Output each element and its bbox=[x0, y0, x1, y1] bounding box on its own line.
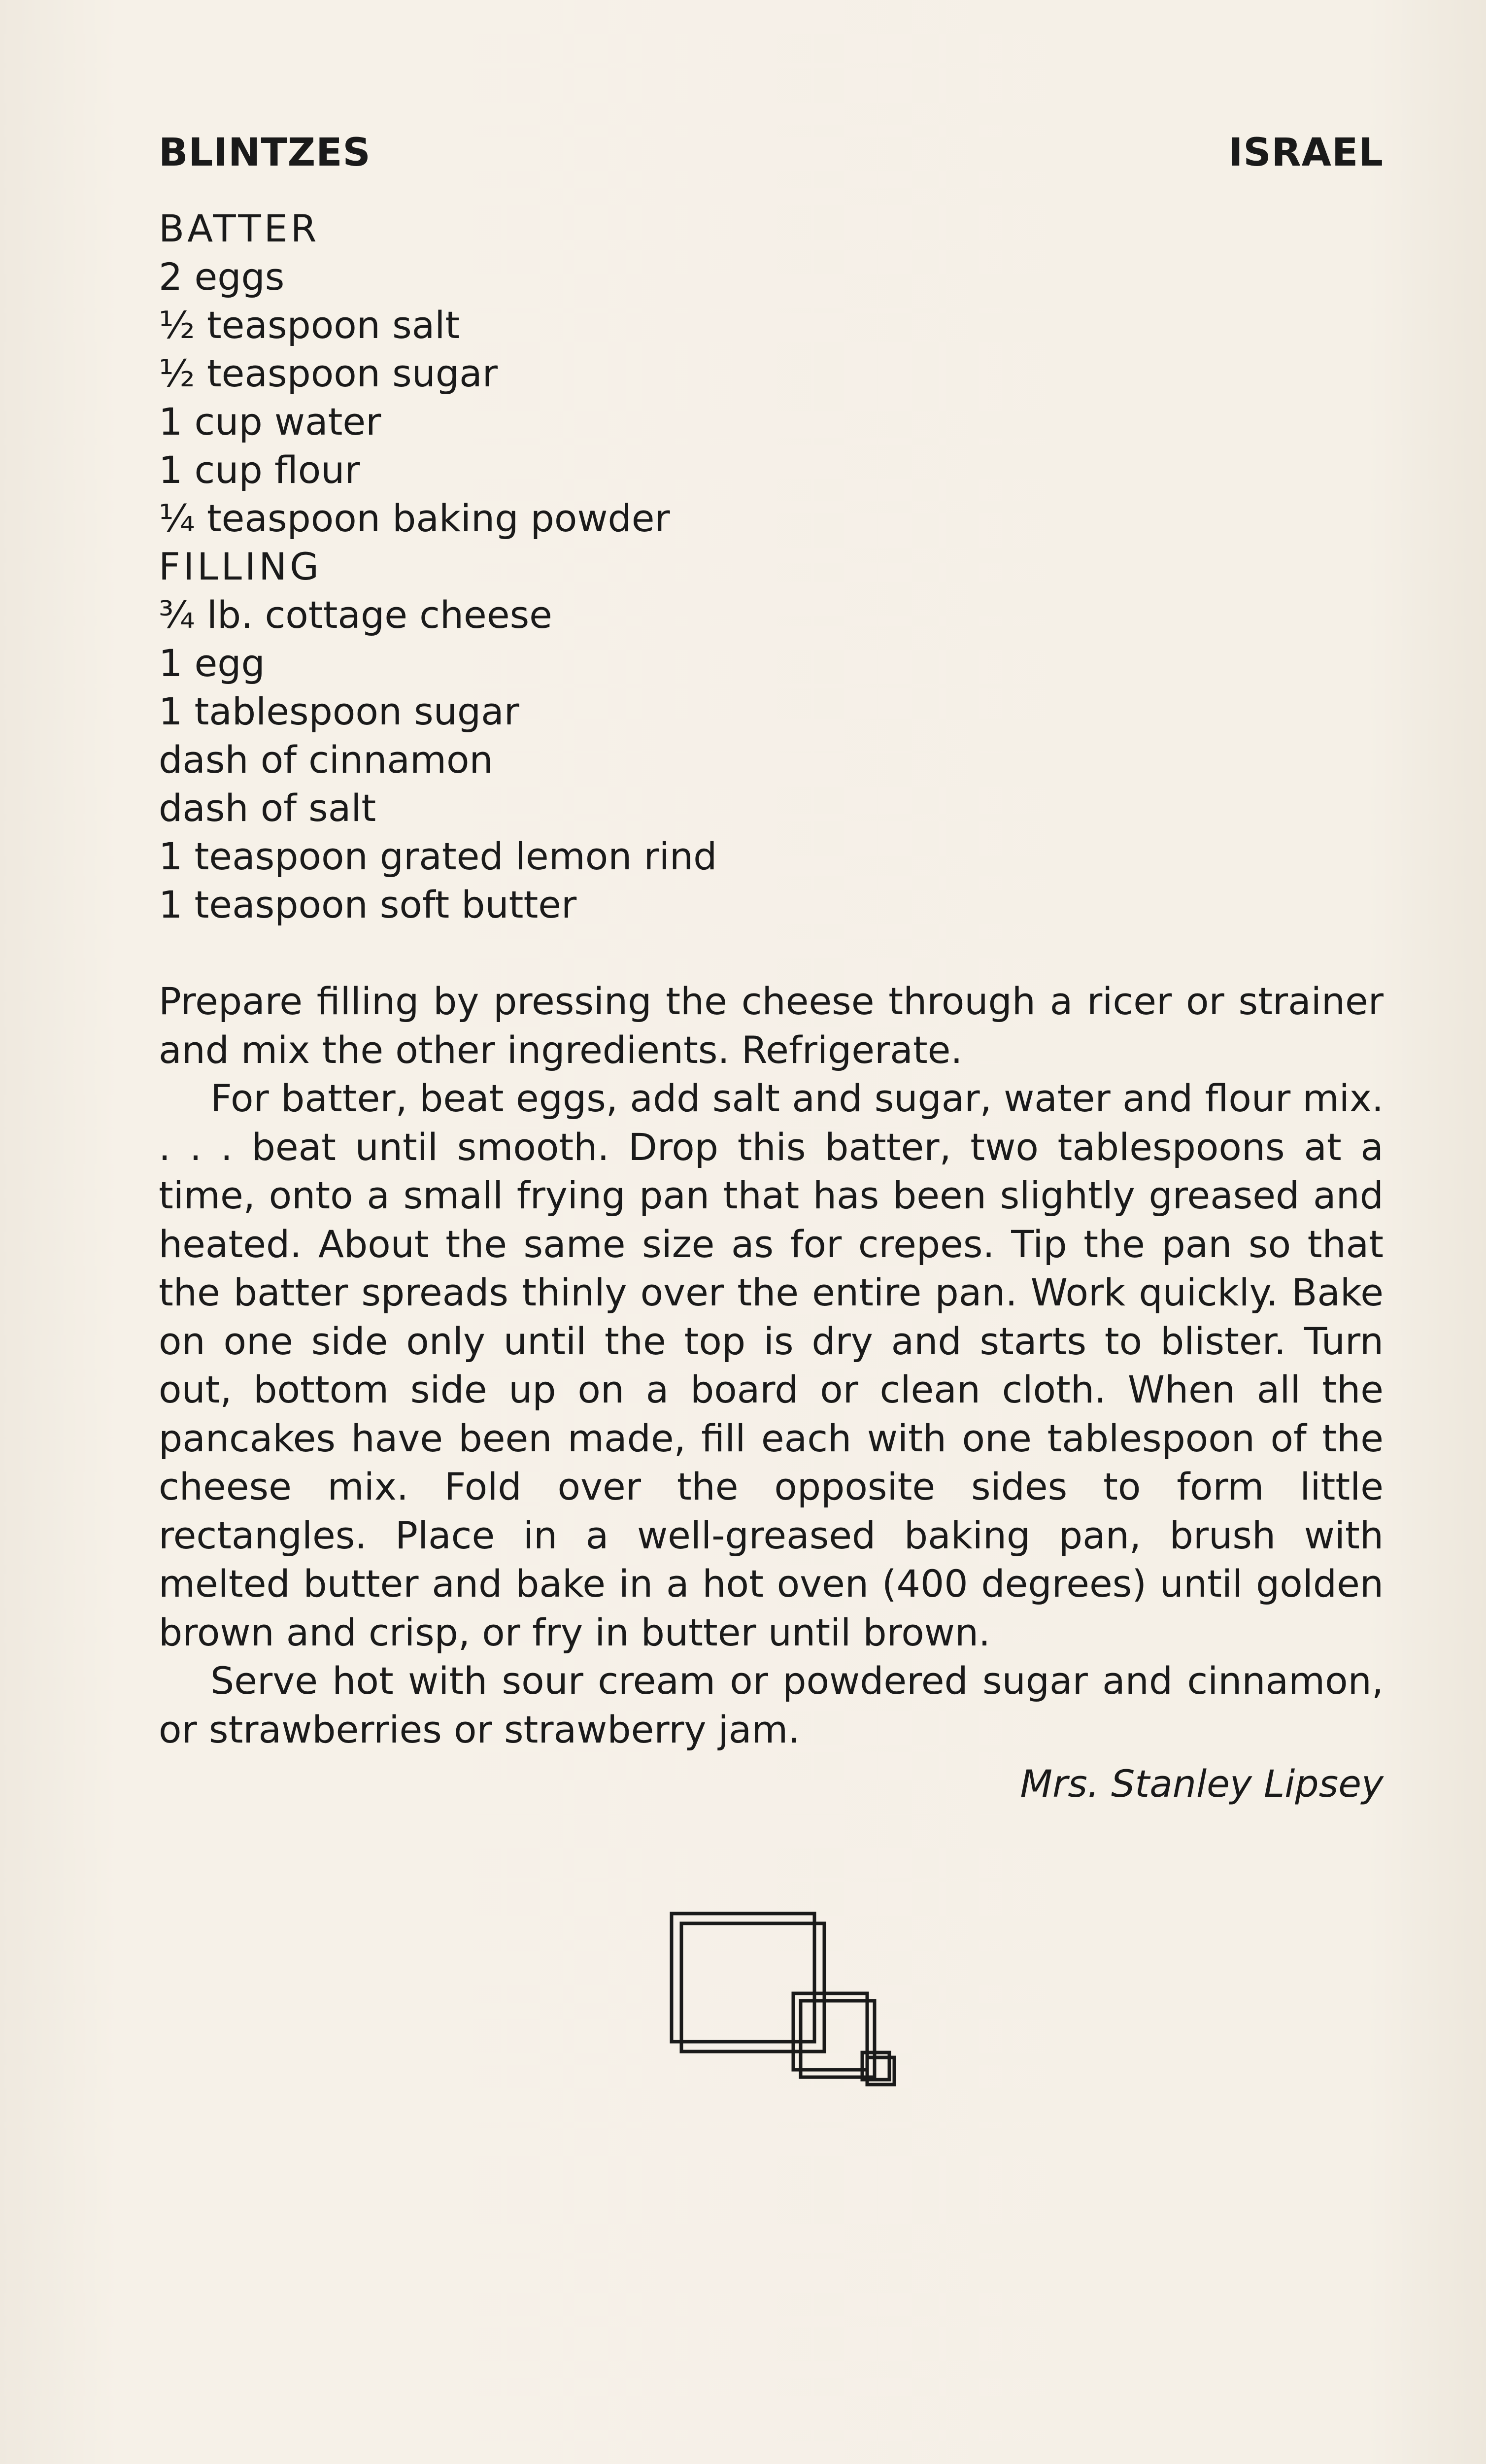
ingredient-item: ¾ lb. cottage cheese bbox=[159, 593, 552, 637]
instruction-paragraph: Prepare filling by pressing the cheese through a ricer or strainer and mix the other ingredients. Refrigerate. bbox=[159, 979, 1384, 1072]
ingredient-item: 1 cup flour bbox=[159, 448, 360, 492]
ingredient-item: dash of cinnamon bbox=[159, 738, 493, 782]
filling-ingredients bbox=[159, 591, 1384, 929]
ingredient-item: 1 egg bbox=[159, 641, 265, 685]
ingredient-item: 2 eggs bbox=[159, 255, 285, 299]
batter-heading: BATTER bbox=[159, 206, 320, 250]
contributor-name: Mrs. Stanley Lipsey bbox=[1020, 1762, 1384, 1806]
ingredient-item: dash of salt bbox=[159, 786, 376, 830]
recipe-title: BLINTZES bbox=[159, 131, 371, 175]
ingredient-item: 1 teaspoon grated lemon rind bbox=[159, 834, 717, 878]
batter-ingredients bbox=[159, 253, 1384, 543]
filling-heading: FILLING bbox=[159, 545, 322, 588]
ingredient-item: 1 teaspoon soft butter bbox=[159, 883, 577, 926]
ingredient-item: ½ teaspoon salt bbox=[159, 303, 460, 347]
ingredient-item: ½ teaspoon sugar bbox=[159, 351, 498, 395]
instruction-paragraph: For batter, beat eggs, add salt and sugar, water and flour mix. . . . beat until smooth. Drop this batter, two tablespoons at a time, onto a small frying pan that has been slightly greased and heated. About the same size as for crepes. Tip the pan so that the batter spreads thinly over the entire pan. Work quickly. Bake on one side only until the top is dry and starts to blister. Turn out, bottom side up on a board or clean cloth. When all the pancakes have been made, fill each with one tablespoon of the cheese mix. Fold over the opposite sides to form little rectangles. Place in a well-greased baking pan, brush with melted butter and bake in a hot oven (400 degrees) until golden brown and crisp, or fry in butter until brown. bbox=[159, 1076, 1384, 1654]
recipe-header bbox=[159, 131, 1384, 175]
instruction-paragraph: Serve hot with sour cream or powdered sugar and cinnamon, or strawberries or strawberry jam. bbox=[159, 1659, 1384, 1751]
ingredient-item: 1 cup water bbox=[159, 400, 381, 444]
instructions bbox=[159, 977, 1384, 1754]
nested-squares-icon bbox=[668, 1910, 904, 2097]
recipe bbox=[159, 131, 1384, 1808]
ingredient-item: ¼ teaspoon baking powder bbox=[159, 496, 670, 540]
recipe-country: ISRAEL bbox=[1228, 131, 1384, 175]
ingredient-item: 1 tablespoon sugar bbox=[159, 689, 519, 733]
